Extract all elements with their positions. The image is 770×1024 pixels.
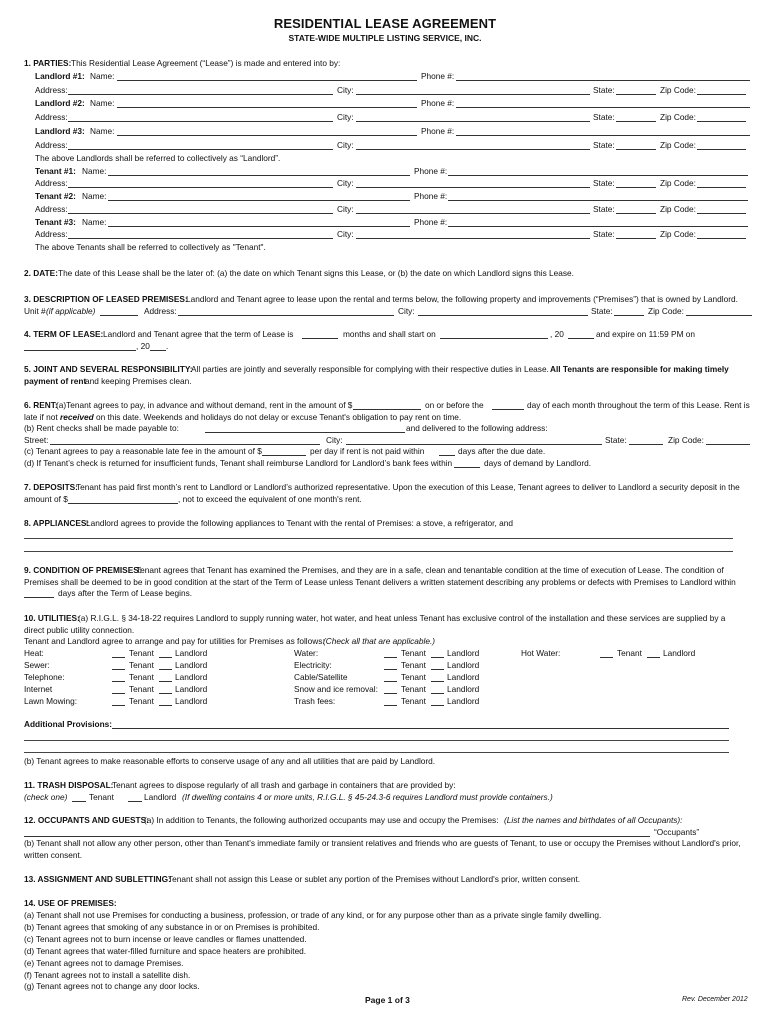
utility-landlord-label: Landlord xyxy=(447,648,480,658)
appliances-line-1[interactable] xyxy=(24,538,733,539)
landlord-1-phone-field[interactable] xyxy=(456,71,750,81)
late-fee-field[interactable] xyxy=(262,446,306,456)
use-item-text: (c) Tenant agrees not to burn incense or leave candles or flames unattended. xyxy=(24,933,307,944)
term-start-field[interactable] xyxy=(440,329,548,339)
utility-landlord-label: Landlord xyxy=(175,696,208,706)
utility-tenant-label: Tenant xyxy=(129,684,154,694)
document-title: RESIDENTIAL LEASE AGREEMENT xyxy=(273,16,497,31)
use-item-text: (g) Tenant agrees not to change any door locks. xyxy=(24,981,200,992)
utility-tenant-label: Tenant xyxy=(401,684,426,694)
utility-label: Heat: xyxy=(24,648,44,658)
utility-label: Telephone: xyxy=(24,672,65,682)
term-start-year-field[interactable] xyxy=(568,329,594,339)
utility-landlord-check[interactable] xyxy=(431,684,444,694)
premises-state-field[interactable] xyxy=(614,306,644,316)
page-number: Page 1 of 3 xyxy=(365,995,410,1005)
landlord-1-address-field[interactable] xyxy=(68,85,333,95)
deposit-amount-field[interactable] xyxy=(68,494,178,504)
utility-landlord-label: Landlord xyxy=(175,648,208,658)
occupants-field[interactable] xyxy=(24,827,650,837)
utility-label: Sewer: xyxy=(24,660,50,670)
landlord-2-phone-field[interactable] xyxy=(456,98,750,108)
utility-tenant-label: Tenant xyxy=(401,696,426,706)
tenant-3-city-field[interactable] xyxy=(356,229,590,239)
landlord-3-state-field[interactable] xyxy=(616,140,656,150)
utility-tenant-label: Tenant xyxy=(129,648,154,658)
tenant-2-phone-field[interactable] xyxy=(448,191,748,201)
utility-landlord-check[interactable] xyxy=(431,660,444,670)
condition-days-field[interactable] xyxy=(24,588,54,598)
utility-label: Hot Water: xyxy=(521,648,561,658)
tenant-1-phone-field[interactable] xyxy=(448,166,748,176)
utility-landlord-label: Landlord xyxy=(447,684,480,694)
utility-landlord-check[interactable] xyxy=(159,672,172,682)
utility-label: Electricity: xyxy=(294,660,332,670)
utility-tenant-check[interactable] xyxy=(384,672,397,682)
utility-label: Trash fees: xyxy=(294,696,336,706)
additional-provisions-line-3[interactable] xyxy=(24,752,729,753)
landlord-2-zip-field[interactable] xyxy=(697,112,746,122)
tenant-3-address-field[interactable] xyxy=(68,229,333,239)
utility-landlord-check[interactable] xyxy=(159,696,172,706)
tenant-2-address-field[interactable] xyxy=(68,204,333,214)
rent-amount-field[interactable] xyxy=(353,400,421,410)
landlord-3-name-field[interactable] xyxy=(117,126,417,136)
landlord-2-name-field[interactable] xyxy=(117,98,417,108)
utility-tenant-check[interactable] xyxy=(112,696,125,706)
utility-landlord-check[interactable] xyxy=(431,672,444,682)
utility-landlord-label: Landlord xyxy=(175,660,208,670)
term-months-field[interactable] xyxy=(302,329,338,339)
landlord-1-state-field[interactable] xyxy=(616,85,656,95)
utility-tenant-label: Tenant xyxy=(401,660,426,670)
tenant-2-zip-field[interactable] xyxy=(697,204,746,214)
term-expiry-field[interactable] xyxy=(24,341,136,351)
utility-tenant-check[interactable] xyxy=(112,660,125,670)
tenant-3-phone-field[interactable] xyxy=(448,217,748,227)
tenant-3-name-field[interactable] xyxy=(108,217,410,227)
utility-landlord-check[interactable] xyxy=(647,648,660,658)
late-days-field[interactable] xyxy=(439,446,455,456)
rent-due-day-field[interactable] xyxy=(492,400,524,410)
utility-landlord-label: Landlord xyxy=(447,660,480,670)
utility-landlord-check[interactable] xyxy=(159,660,172,670)
tenant-1-zip-field[interactable] xyxy=(697,178,746,188)
landlord-1-name-field[interactable] xyxy=(117,71,417,81)
utility-label: Internet xyxy=(24,684,53,694)
utility-tenant-check[interactable] xyxy=(384,696,397,706)
utility-landlord-label: Landlord xyxy=(447,672,480,682)
rent-state-field[interactable] xyxy=(629,435,663,445)
rent-zip-field[interactable] xyxy=(706,435,750,445)
utility-tenant-label: Tenant xyxy=(401,672,426,682)
use-item-text: (f) Tenant agrees not to install a satellite dish. xyxy=(24,969,191,980)
utility-landlord-check[interactable] xyxy=(431,696,444,706)
tenant-3-zip-field[interactable] xyxy=(697,229,746,239)
landlord-3-city-field[interactable] xyxy=(356,140,590,150)
tenant-1-city-field[interactable] xyxy=(356,178,590,188)
tenant-3-state-field[interactable] xyxy=(616,229,656,239)
additional-provisions-line-2[interactable] xyxy=(24,740,729,741)
utility-landlord-check[interactable] xyxy=(159,684,172,694)
rent-city-field[interactable] xyxy=(346,435,602,445)
landlord-3-address-field[interactable] xyxy=(68,140,333,150)
utility-tenant-check[interactable] xyxy=(600,648,613,658)
utility-tenant-label: Tenant xyxy=(401,648,426,658)
trash-landlord-check[interactable] xyxy=(128,792,142,802)
utility-tenant-check[interactable] xyxy=(112,672,125,682)
utility-label: Snow and ice removal: xyxy=(294,684,378,694)
utility-label: Water: xyxy=(294,648,319,658)
lease-page: RESIDENTIAL LEASE AGREEMENT STATE-WIDE MULTIPLE LISTING SERVICE, INC. 1. PARTIES: This Residential Lease Agreement (“Lease”) is made and entered into by: Landlord #1: Name: Phone #: Address: City: State: Zip Code: Landlord #2: Name: Phone #: Address: City: State: Zip Code: Landlord #3: Name: Phone #: Address: City: State: Zip Code: The above Landlords shall be referred to collectively as “Landlord”. Tenant #1: Name: Phone #: Address: City: State: Zip Code: Tenant #2: Name: Phone #: Address: City: State: Zip Code: Tenant #3: Name: Phone #: Address: City: State: Zip Code: The above Tenants shall be referred to collectively as "Tenant". 2. DATE: The date of this Lease shall be the later of: (a) the date on which Tenant signs this Lease, or (b) the date on which Landlord signs this Lease. 3. DESCRIPTION OF LEASED PREMISES: Landlord and Tenant agree to lease upon the rental and terms below, the following property and improvements (“Premises”) that is owned by Landlord. Unit # (if applicable) Address: City: State: Zip Code: 4. TERM OF LEASE: Landlord and Tenant agree that the term of Lease is months and shall start on , 20 and expire on 11:59 PM on , 20 . 5. JOINT AND SEVERAL RESPONSIBILITY: All parties are jointly and severally responsible for complying with their respective duties in Lease. All Tenants are responsible for making timely payment of rent and keeping Premises clean. 6. RENT: (a)Tenant agrees to pay, in advance and without demand, rent in the amount of $ on or before the day of each month throughout the term of this Lease. Rent is late if not received on this date. Weekends and holidays do not delay or excuse Tenant's obligation to pay rent on time. (b) Rent checks shall be made payable to: and delivered to the following address: Street: City: State: Zip Code: (c) Tenant agrees to pay a reasonable late fee in the amount of $ per day if rent is not paid within days after the due date. (d) If Tenant’s check is returned for insufficient funds, Tenant shall reimburse Landlord for Landlord’s bank fees within days of demand by Landlord. 7. DEPOSITS: Tenant has paid first month’s rent to Landlord or Landlord’s authorized representative. Upon the execution of this Lease, Tenant agrees to deliver to Landlord a security deposit in the amount of $ , not to exceed the equivalent of one month's rent. 8. APPLIANCES: Landlord agrees to provide the following appliances to Tenant with the rental of Premises: a stove, a refrigerator, and 9. CONDITION OF PREMISES: Tenant agrees that Tenant has examined the Premises, and they are in a safe, clean and tenantable condition at the time of execution of Lease. The condition of Premises shall be deemed to be in good condition at the start of the Term of Lease unless Tenant delivers a written statement describing any problems or defects with Premises to Landlord within days after the Term of Lease begins. 10. UTILITIES: (a) R.I.G.L. § 34-18-22 requires Landlord to supply running water, hot water, and heat unless Tenant has exclusive control of the installation and these services are supplied by a direct public utility connection. Tenant and Landlord agree to arrange and pay for utilities for Premises as follows: (Check all that are applicable.) Heat: Tenant Landlord Sewer: Tenant Landlord Telephone: Tenant Landlord Internet Tenant Landlord Lawn Mowing: Tenant Landlord Water: Tenant Landlord Electricity: Tenant Landlord Cable/Satellite Tenant Landlord Snow and ice removal: Tenant Landlord Trash fees: Tenant Landlord Hot Water: Tenant Landlord Additional Provisions: (b) Tenant agrees to make reasonable efforts to conserve usage of any and all utilities that are paid by Landlord. 11. TRASH DISPOSAL: Tenant agrees to dispose regularly of all trash and garbage in containers that are provided by: (check one) Tenant Landlord (If dwelling contains 4 or more units, R.I.G.L. § 45-24.3-6 requires Landlord must provide containers.) 12. OCCUPANTS AND GUESTS: (a) In addition to Tenants, the following authorized occupants may use and occupy the Premises: (List the names and birthdates of all Occupants): “Occupants” (b) Tenant shall not allow any other person, other than Tenant's immediate family or transient relatives and friends who are guests of Tenant, to use or occupy the Premises without Landlord's prior, written consent. 13. ASSIGNMENT AND SUBLETTING: Tenant shall not assign this Lease or sublet any portion of the Premises without Landlord's prior, written consent. 14. USE OF PREMISES: (a) Tenant shall not use Premises for conducting a business, profession, or trade of any kind, or for any purpose other than as a private single family dwelling. (b) Tenant agrees that smoking of any substance in or on Premises is prohibited. (c) Tenant agrees not to burn incense or leave candles or flames unattended. (d) Tenant agrees that water-filled furniture and space heaters are prohibited. (e) Tenant agrees not to damage Premises. (f) Tenant agrees not to install a satellite dish. (g) Tenant agrees not to change any door locks. Page 1 of 3 Rev. December 2012 xyxy=(0,0,770,1024)
premises-zip-field[interactable] xyxy=(686,306,752,316)
use-item-text: (e) Tenant agrees not to damage Premises. xyxy=(24,957,184,968)
document-subtitle: STATE-WIDE MULTIPLE LISTING SERVICE, INC. xyxy=(288,33,482,43)
utility-tenant-check[interactable] xyxy=(384,648,397,658)
landlord-2-city-field[interactable] xyxy=(356,112,590,122)
utility-landlord-label: Landlord xyxy=(175,672,208,682)
use-item-text: (a) Tenant shall not use Premises for conducting a business, profession, or trade of any kind, or for any purpose other than as a private single family dwelling. xyxy=(24,910,602,920)
landlord-2-state-field[interactable] xyxy=(616,112,656,122)
additional-provisions-line-1[interactable] xyxy=(112,719,729,729)
tenant-1-name-field[interactable] xyxy=(108,166,410,176)
premises-unit-field[interactable] xyxy=(100,306,138,316)
landlord-3-phone-field[interactable] xyxy=(456,126,750,136)
use-item-text: (d) Tenant agrees that water-filled furniture and space heaters are prohibited. xyxy=(24,945,307,956)
utility-landlord-check[interactable] xyxy=(431,648,444,658)
term-expiry-year-field[interactable] xyxy=(150,341,166,351)
utility-tenant-check[interactable] xyxy=(384,684,397,694)
landlord-3-zip-field[interactable] xyxy=(697,140,746,150)
utility-tenant-label: Tenant xyxy=(617,648,642,658)
tenant-1-state-field[interactable] xyxy=(616,178,656,188)
tenant-2-name-field[interactable] xyxy=(108,191,410,201)
utility-landlord-check[interactable] xyxy=(159,648,172,658)
utility-landlord-label: Landlord xyxy=(175,684,208,694)
utility-label: Cable/Satellite xyxy=(294,672,348,682)
utility-landlord-label: Landlord xyxy=(447,696,480,706)
landlord-1-zip-field[interactable] xyxy=(697,85,746,95)
rent-street-field[interactable] xyxy=(50,435,320,445)
utility-landlord-label: Landlord xyxy=(663,648,696,658)
utility-tenant-check[interactable] xyxy=(384,660,397,670)
utility-label: Lawn Mowing: xyxy=(24,696,78,706)
trash-tenant-check[interactable] xyxy=(72,792,86,802)
appliances-line-2[interactable] xyxy=(24,551,733,552)
tenant-2-state-field[interactable] xyxy=(616,204,656,214)
utility-tenant-check[interactable] xyxy=(112,648,125,658)
rent-payee-field[interactable] xyxy=(205,423,405,433)
landlord-1-city-field[interactable] xyxy=(356,85,590,95)
nsf-days-field[interactable] xyxy=(454,458,480,468)
premises-city-field[interactable] xyxy=(418,306,588,316)
landlord-2-address-field[interactable] xyxy=(68,112,333,122)
revision-date: Rev. December 2012 xyxy=(682,996,748,1003)
use-item-text: (b) Tenant agrees that smoking of any substance in or on Premises is prohibited. xyxy=(24,921,320,932)
tenant-2-city-field[interactable] xyxy=(356,204,590,214)
utility-tenant-check[interactable] xyxy=(112,684,125,694)
utility-tenant-label: Tenant xyxy=(129,672,154,682)
utility-tenant-label: Tenant xyxy=(129,696,154,706)
utility-tenant-label: Tenant xyxy=(129,660,154,670)
premises-address-field[interactable] xyxy=(178,306,394,316)
tenant-1-address-field[interactable] xyxy=(68,178,333,188)
